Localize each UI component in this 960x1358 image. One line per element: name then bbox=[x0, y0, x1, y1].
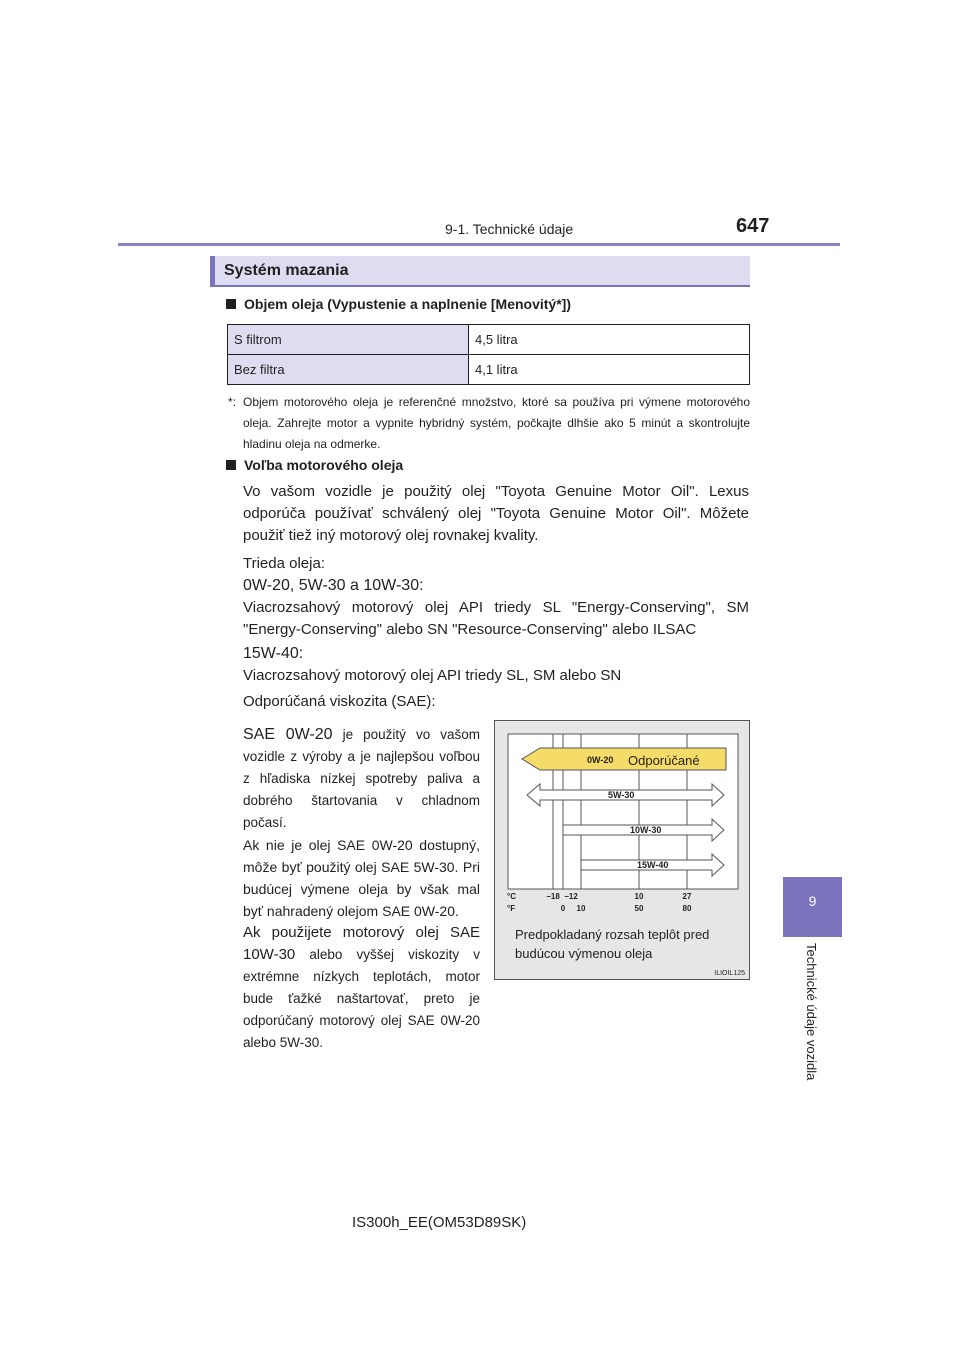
unit-fahrenheit: °F bbox=[507, 904, 516, 913]
tick-c: −18 bbox=[546, 892, 560, 901]
table-cell-label: Bez filtra bbox=[228, 355, 469, 385]
footnote-text: Objem motorového oleja je referenčné množstvo, ktoré sa používa pri výmene motorového oleja. Zahrejte motor a vypnite hybridný systém, počkajte dlhšie ako 5 minút a skontrolujte hladinu oleja na odmerke. bbox=[243, 395, 750, 451]
table-cell-label: S filtrom bbox=[228, 325, 469, 355]
oil-selection-paragraph: Vo vašom vozidle je použitý olej "Toyota Genuine Motor Oil". Lexus odporúča používať schválený olej "Toyota Genuine Motor Oil". Môžete použiť tiež iný motorový olej rovnakej kvality. bbox=[243, 483, 749, 544]
tick-f: 0 bbox=[560, 904, 566, 913]
header-section-title: 9-1. Technické údaje bbox=[445, 221, 574, 237]
chapter-tab-label: Technické údaje vozidla bbox=[804, 943, 819, 1081]
tick-f: 80 bbox=[682, 904, 692, 913]
oil-grade-b: 15W-40: bbox=[243, 645, 304, 662]
page-number: 647 bbox=[736, 215, 770, 237]
footnote bbox=[228, 392, 750, 455]
oil-grade-a: 0W-20, 5W-30 a 10W-30: bbox=[243, 577, 424, 594]
footnote-mark: *: bbox=[228, 395, 237, 409]
viscosity-explanation bbox=[243, 724, 480, 1054]
viscosity-paragraph-2: Ak nie je olej SAE 0W-20 dostupný, môže byť použitý olej SAE 5W-30. Pri budúcej výmene oleja by však mal byť nahradený olejom SAE 0W-20. bbox=[243, 837, 480, 919]
grade-label-15w40: 15W-40 bbox=[637, 860, 669, 870]
tick-c: −12 bbox=[564, 892, 578, 901]
viscosity-chart bbox=[494, 720, 750, 980]
table-row bbox=[228, 355, 750, 385]
oil-selection-heading bbox=[226, 457, 403, 473]
oil-grade-label: Trieda oleja: bbox=[243, 555, 325, 572]
model-code: IS300h_EE(OM53D89SK) bbox=[352, 1214, 527, 1231]
table-cell-value: 4,5 litra bbox=[469, 325, 750, 355]
header-rule bbox=[118, 243, 840, 246]
grade-label-5w30: 5W-30 bbox=[608, 790, 635, 800]
viscosity-paragraph-3-text: alebo vyššej viskozity v extrémne nízkych teplotách, motor bude ťažké naštartovať, preto je odporúčaný motorový olej SAE 0W-20 alebo 5W-30. bbox=[243, 947, 480, 1050]
grade-label-10w30: 10W-30 bbox=[630, 825, 662, 835]
viscosity-paragraph-1-text: je použitý vo vašom vozidle z výroby a je najlepšou voľbou z hľadiska nízkej spotreby paliva a dobrého štartovania v chladnom počasí. bbox=[243, 727, 480, 830]
chapter-tab-label-wrap bbox=[803, 943, 823, 1103]
unit-celsius: °C bbox=[507, 892, 516, 901]
oil-selection-heading-text: Voľba motorového oleja bbox=[244, 457, 404, 473]
bullet-square-icon bbox=[226, 299, 236, 309]
table-cell-value: 4,1 litra bbox=[469, 355, 750, 385]
bullet-square-icon bbox=[226, 460, 236, 470]
oil-grade-b-desc: Viacrozsahový motorový olej API triedy SL, SM alebo SN bbox=[243, 667, 622, 684]
viscosity-label: Odporúčaná viskozita (SAE): bbox=[243, 693, 436, 710]
oil-capacity-heading bbox=[226, 296, 571, 312]
tick-c: 27 bbox=[682, 892, 692, 901]
sae-10w30-lead: Ak použijete motorový olej SAE 10W-30 bbox=[243, 924, 480, 963]
grade-label-0w20: 0W-20 bbox=[587, 755, 614, 765]
table-row bbox=[228, 325, 750, 355]
viscosity-paragraph-3 bbox=[243, 922, 480, 1054]
oil-capacity-heading-text: Objem oleja (Vypustenie a naplnenie [Menovitý*]) bbox=[244, 296, 571, 312]
tick-c: 10 bbox=[634, 892, 644, 901]
sae-0w20-lead: SAE 0W-20 bbox=[243, 726, 333, 743]
viscosity-figure bbox=[494, 720, 750, 980]
oil-capacity-table bbox=[227, 324, 750, 385]
oil-grade-a-desc: Viacrozsahový motorový olej API triedy SL "Energy-Conserving", SM "Energy-Conserving" alebo SN "Resource-Conserving" alebo ILSAC bbox=[243, 599, 749, 638]
figure-code: ILIOIL125 bbox=[714, 970, 745, 977]
recommended-label: Odporúčané bbox=[628, 753, 700, 768]
figure-caption-line2: budúcou výmenou oleja bbox=[515, 946, 653, 961]
section-title: Systém mazania bbox=[224, 262, 349, 279]
tick-f: 10 bbox=[576, 904, 586, 913]
chapter-tab-number: 9 bbox=[808, 893, 817, 909]
figure-caption-line1: Predpokladaný rozsah teplôt pred bbox=[515, 927, 710, 942]
viscosity-paragraph-1 bbox=[243, 724, 480, 834]
tick-f: 50 bbox=[634, 904, 644, 913]
